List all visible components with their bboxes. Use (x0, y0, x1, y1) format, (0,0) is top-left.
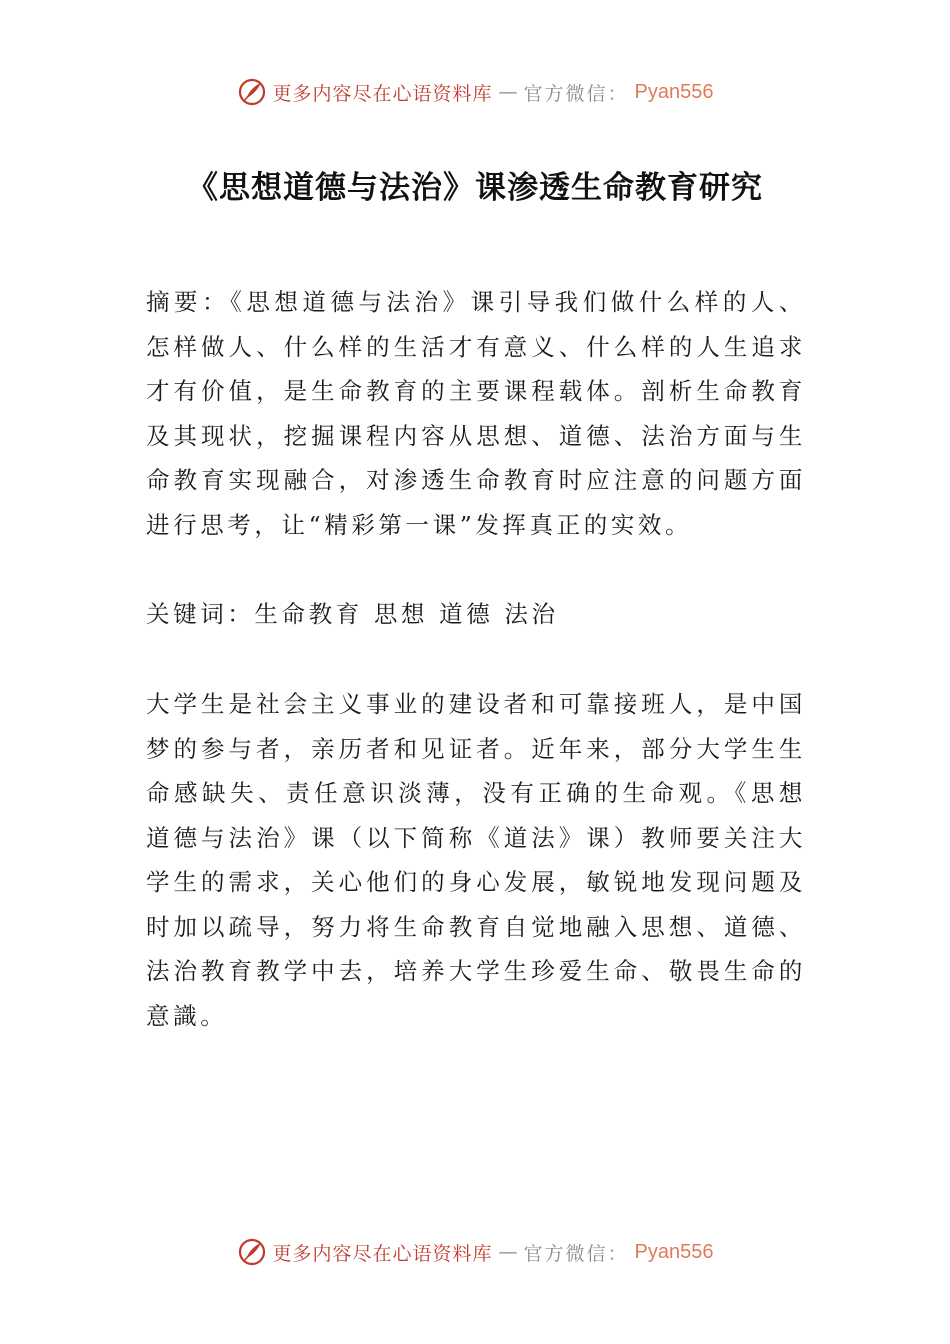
document-title: 《思想道德与法治》课渗透生命教育研究 (187, 170, 763, 206)
banner-text: 更多内容尽在心语资料库 (272, 82, 493, 105)
abstract-paragraph: 摘要：《思想道德与法治》课引导我们做什么样的人、怎样做人、什么样的生活才有意义、什么样的人生追求才有价值，是生命教育的主要课程载体。剖析生命教育及其现状，挖掘课程内容从思想、道德、法治方面与生命教育实现融合，对渗透生命教育时应注意的问题方面进行思考，让“精彩第一课”发挥真正的实效。 (146, 288, 806, 539)
feather-quill-logo-icon (237, 1237, 267, 1267)
header-banner (0, 72, 950, 112)
banner-text: 更多内容尽在心语资料库 (272, 1242, 493, 1265)
banner-wechat-id: Pyan556 (634, 80, 714, 103)
keywords-line: 关键词：生命教育 思想 道德 法治 (146, 600, 559, 628)
body-paragraph-1: 大学生是社会主义事业的建设者和可靠接班人，是中国梦的参与者，亲历者和见证者。近年来，部分大学生生命感缺失、责任意识淡薄，没有正确的生命观。《思想道德与法治》课（以下简称《道法》课）教师要关注大学生的需求，关心他们的身心发展，敏锐地发现问题及时加以疏导，努力将生命教育自觉地融入思想、道德、法治教育教学中去，培养大学生珍爱生命、敬畏生命的意識。 (146, 690, 806, 1030)
banner-separator: — (498, 81, 518, 103)
banner-wechat-label: 官方微信： (523, 1242, 629, 1265)
banner-wechat-id: Pyan556 (634, 1240, 714, 1263)
banner-wechat-label: 官方微信： (523, 82, 629, 105)
banner-separator: — (498, 1241, 518, 1263)
footer-banner (0, 1232, 950, 1272)
feather-quill-logo-icon (237, 77, 267, 107)
